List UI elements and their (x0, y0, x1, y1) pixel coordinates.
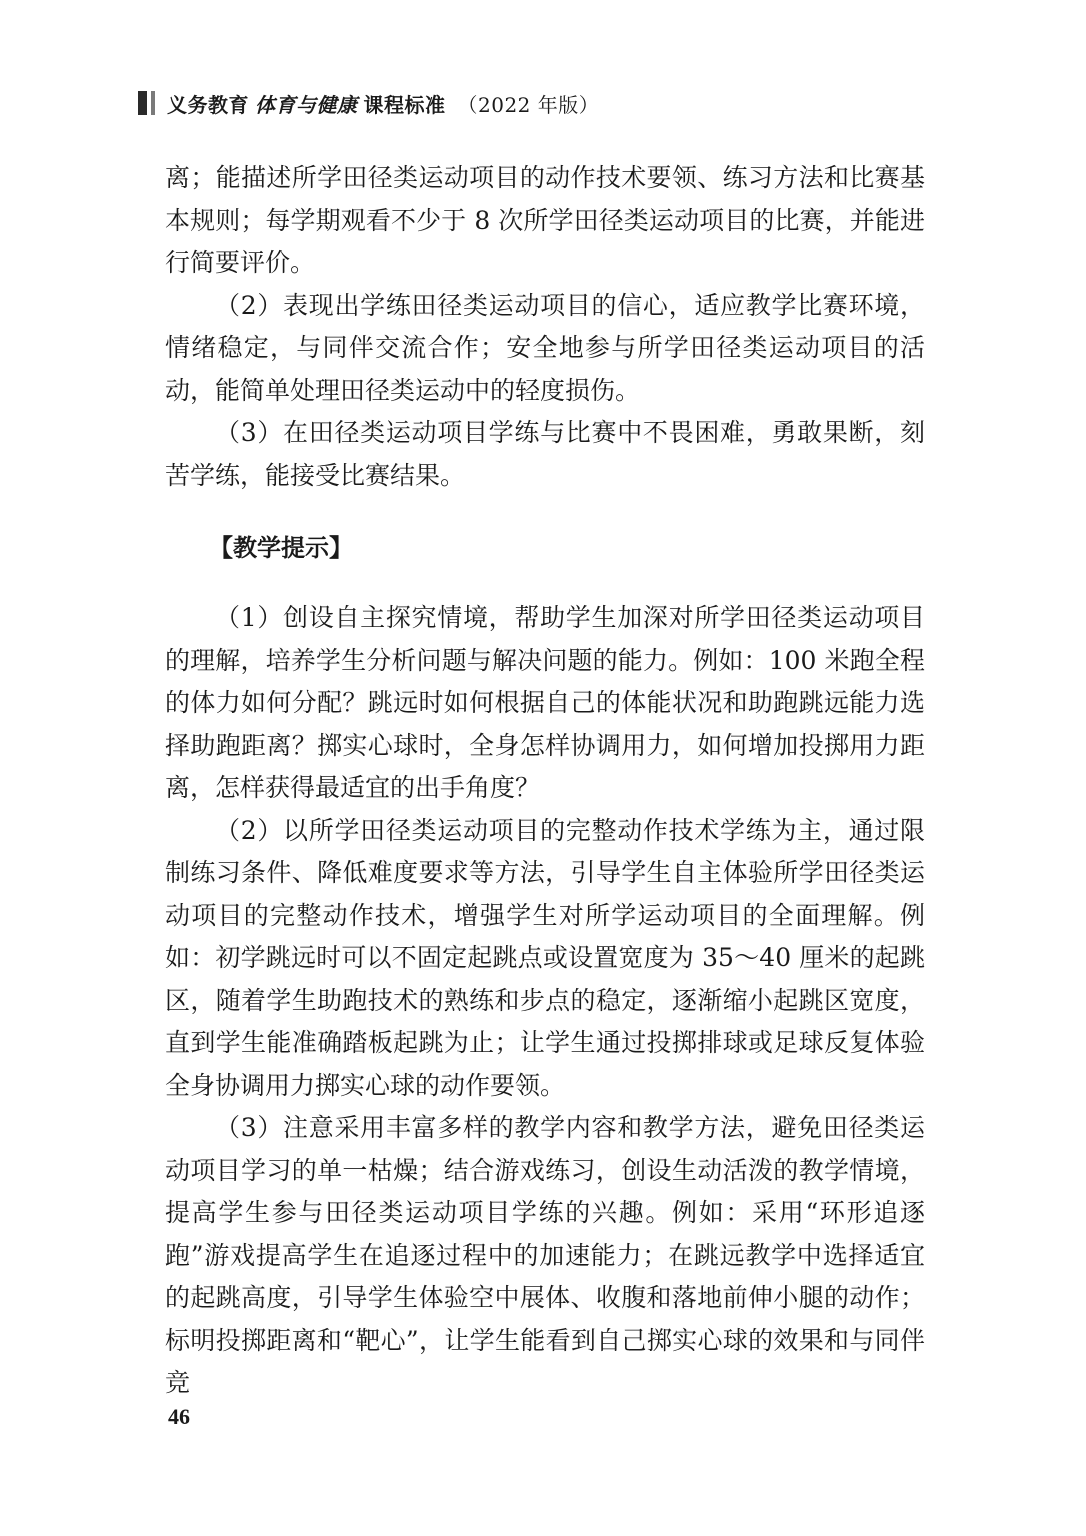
header-title-part2: 体育与健康 (255, 92, 358, 117)
header-bar-marker (138, 91, 155, 115)
tip-paragraph-2: （2）以所学田径类运动项目的完整动作技术学练为主，通过限制练习条件、降低难度要求等方法，引导学生自主体验所学田径类运动项目的完整动作技术，增强学生对所学运动项目的全面理解。例如：初学跳远时可以不固定起跳点或设置宽度为 35～40 厘米的起跳区，随着学生助跑技术的熟练和步点的稳定，逐渐缩小起跳区宽度，直到学生能准确踏板起跳为止；让学生通过投掷排球或足球反复体验全身协调用力掷实心球的动作要领。 (165, 815, 925, 1100)
paragraph-continued: 离；能描述所学田径类运动项目的动作技术要领、练习方法和比赛基本规则；每学期观看不少于 8 次所学田径类运动项目的比赛，并能进行简要评价。 (165, 163, 925, 277)
header-bar-thick (138, 91, 147, 115)
paragraph-item-3: （3）在田径类运动项目学练与比赛中不畏困难，勇敢果断，刻苦学练，能接受比赛结果。 (165, 418, 925, 490)
header-bar-thin (151, 91, 155, 115)
page-body (165, 157, 925, 1405)
header-title-part1: 义务教育 (167, 92, 249, 117)
tip-paragraph-1: （1）创设自主探究情境，帮助学生加深对所学田径类运动项目的理解，培养学生分析问题与解决问题的能力。例如：100 米跑全程的体力如何分配？跳远时如何根据自己的体能状况和助跑跳远能力选择助跑距离？掷实心球时，全身怎样协调用力，如何增加投掷用力距离，怎样获得最适宜的出手角度？ (165, 603, 925, 802)
running-header (138, 88, 599, 118)
header-title-part3: 课程标准 (363, 92, 446, 117)
header-title (167, 89, 599, 118)
header-edition: （2022 年版） (457, 92, 600, 117)
page-number: 46 (168, 1404, 190, 1429)
paragraph-item-2: （2）表现出学练田径类运动项目的信心，适应教学比赛环境，情绪稳定，与同伴交流合作；安全地参与所学田径类运动项目的活动，能简单处理田径类运动中的轻度损伤。 (165, 290, 925, 405)
tip-paragraph-3: （3）注意采用丰富多样的教学内容和教学方法，避免田径类运动项目学习的单一枯燥；结合游戏练习，创设生动活泼的教学情境，提高学生参与田径类运动项目学练的兴趣。例如：采用“环形追逐跑”游戏提高学生在追逐过程中的加速能力；在跳远教学中选择适宜的起跳高度，引导学生体验空中展体、收腹和落地前伸小腿的动作；标明投掷距离和“靶心”，让学生能看到自己掷实心球的效果和与同伴竞 (165, 1113, 925, 1397)
section-heading-teaching-tips: 【教学提示】 (209, 534, 353, 562)
